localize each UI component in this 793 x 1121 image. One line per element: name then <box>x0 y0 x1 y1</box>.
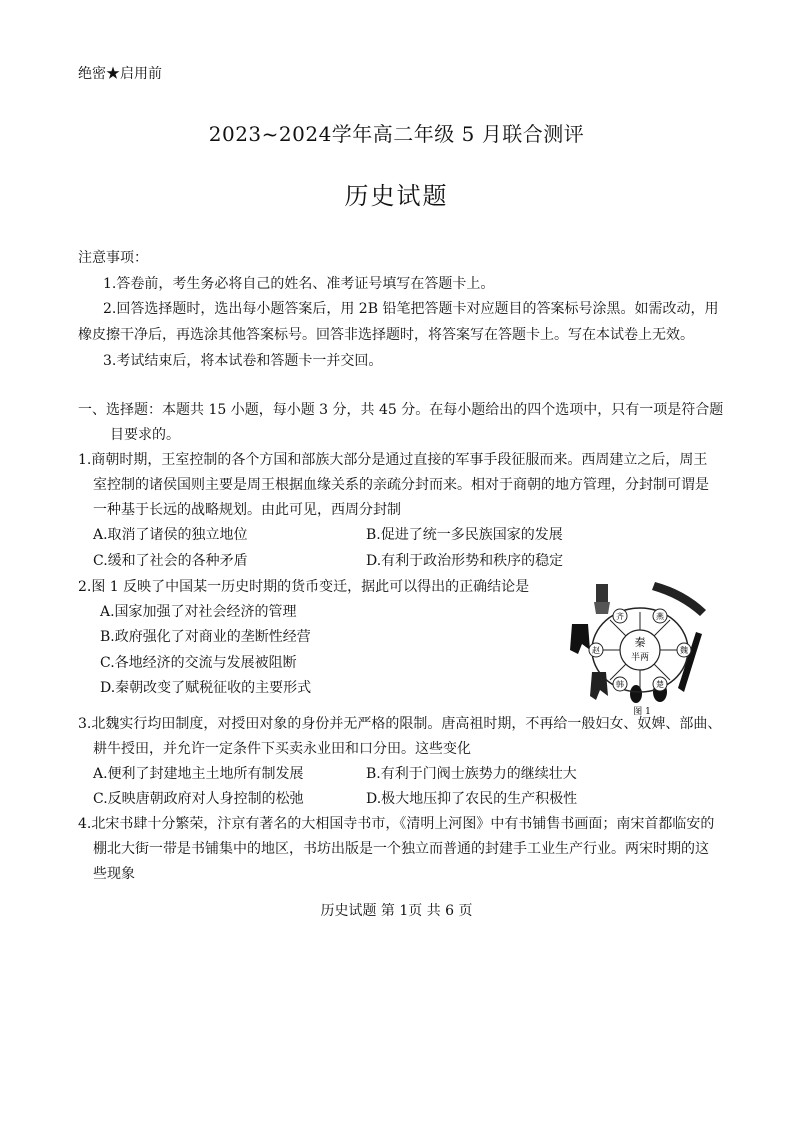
state-label: 魏 <box>680 646 688 655</box>
q1-line-2: 室控制的诸侯国则主要是周王根据血缘关系的亲疏分封而来。相对于商朝的地方管理，分封制可谓是 <box>93 477 709 493</box>
q3-line-1: 3.北魏实行均田制度，对授田对象的身份并无严格的限制。唐高祖时期，不再给一般妇女、奴婢、部曲、 <box>78 716 722 732</box>
q4-line-3: 些现象 <box>93 866 135 882</box>
page-footer: 历史试题 第 1页 共 6 页 <box>320 903 473 919</box>
q3-option-d: D.极大地压抑了农民的生产积极性 <box>366 791 578 807</box>
center-label: 秦 <box>634 636 646 649</box>
subject-title: 历史试题 <box>344 182 449 210</box>
q4-line-1: 4.北宋书肆十分繁荣，汴京有著名的大相国寺书市，《清明上河图》中有书铺售书画面；南宋首都临安的 <box>78 816 715 832</box>
q1-option-a: A.取消了诸侯的独立地位 <box>93 527 248 543</box>
q4-line-2: 棚北大街一带是书铺集中的地区，书坊出版是一个独立而普通的封建手工业生产行业。两宋时期的这 <box>93 841 709 857</box>
section-heading-line-2: 目要求的。 <box>110 427 180 443</box>
q3-option-c: C.反映唐朝政府对人身控制的松弛 <box>93 791 304 807</box>
exam-title: 2023~2024学年高二年级 5 月联合测评 <box>208 122 585 146</box>
q2-option-b: B.政府强化了对商业的垄断性经营 <box>100 629 311 645</box>
knife-coin-right-icon <box>678 632 702 692</box>
q2-option-c: C.各地经济的交流与发展被阻断 <box>100 655 297 671</box>
note-1: 1.答卷前，考生务必将自己的姓名、准考证号填写在答题卡上。 <box>103 276 495 292</box>
spade-coin-icon <box>596 584 608 602</box>
q1-option-c: C.缓和了社会的各种矛盾 <box>93 553 248 569</box>
q3-option-b: B.有利于门阀士族势力的继续壮大 <box>366 766 577 782</box>
notes-heading: 注意事项： <box>78 250 148 266</box>
currency-figure <box>560 576 710 716</box>
confidential-mark: 绝密★启用前 <box>78 66 162 82</box>
state-label: 楚 <box>656 680 664 689</box>
coin-label: 半两 <box>630 653 650 663</box>
q3-line-2: 耕牛授田，并允许一定条件下买卖永业田和口分田。这些变化 <box>93 741 471 757</box>
note-2-line-2: 橡皮擦干净后，再选涂其他答案标号。回答非选择题时，将答案写在答题卡上。写在本试卷上无效。 <box>78 327 694 343</box>
q2-line-1: 2.图 1 反映了中国某一历史时期的货币变迁，据此可以得出的正确结论是 <box>78 579 530 595</box>
q1-option-b: B.促进了统一多民族国家的发展 <box>366 527 563 543</box>
note-3: 3.考试结束后，将本试卷和答题卡一并交回。 <box>103 353 383 369</box>
q1-line-3: 一种基于长远的战略规划。由此可见，西周分封制 <box>93 502 401 518</box>
state-label: 韩 <box>616 680 624 689</box>
state-label: 赵 <box>592 646 600 655</box>
q2-option-d: D.秦朝改变了赋税征收的主要形式 <box>100 680 312 696</box>
q2-option-a: A.国家加强了对社会经济的管理 <box>100 604 297 620</box>
spade-coin-left-icon <box>570 624 590 654</box>
state-label: 齐 <box>616 612 624 621</box>
section-heading-line-1: 一、选择题：本题共 15 小题，每小题 3 分，共 45 分。在每小题给出的四个选项中，只有一项是符合题 <box>78 402 724 418</box>
q3-option-a: A.便利了封建地主土地所有制发展 <box>93 766 304 782</box>
state-label: 燕 <box>656 612 664 621</box>
q1-option-d: D.有利于政治形势和秩序的稳定 <box>366 553 564 569</box>
figure-caption: 图 1 <box>633 707 651 716</box>
q1-line-1: 1.商朝时期，王室控制的各个方国和部族大部分是通过直接的军事手段征服而来。西周建立之后，周王 <box>78 452 708 468</box>
currency-diagram <box>560 576 710 716</box>
note-2-line-1: 2.回答选择题时，选出每小题答案后，用 2B 铅笔把答题卡对应题目的答案标号涂黑。如需改动，用 <box>103 301 719 317</box>
